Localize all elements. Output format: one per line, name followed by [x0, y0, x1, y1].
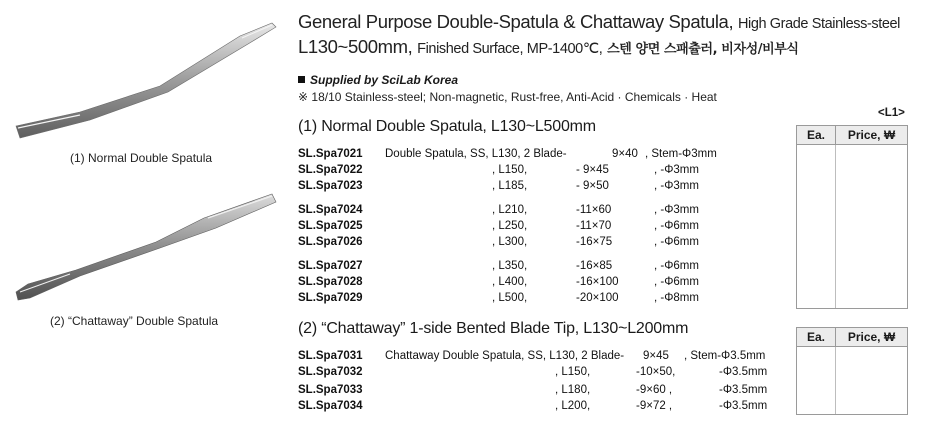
stem-size: , -Φ3mm [654, 164, 699, 176]
product-code: SL.Spa7024 [298, 204, 363, 216]
supplier-note [298, 73, 458, 87]
product-desc: Double Spatula, SS, L130, 2 Blade- [385, 148, 567, 160]
stem-size: , -Φ3mm [654, 180, 699, 192]
product-code: SL.Spa7021 [298, 148, 363, 160]
blade-size: - 9×45 [576, 164, 609, 176]
blade-size: -16×100 [576, 276, 619, 288]
price-column-header: Price, ₩ [847, 128, 896, 142]
blade-size: -16×75 [576, 236, 613, 248]
image-caption-chattaway: (2) “Chattaway” Double Spatula [50, 314, 219, 328]
product-desc: , L150, [492, 164, 528, 176]
image-caption-normal: (1) Normal Double Spatula [70, 151, 213, 165]
material-spec: ※ 18/10 Stainless-steel; Non-magnetic, Rust-free, Anti-Acid · Chemicals · Heat [298, 90, 717, 104]
product-code: SL.Spa7032 [298, 366, 363, 378]
blade-size: 9×45 [643, 350, 669, 362]
title-main-suffix: High Grade Stainless-steel [737, 16, 901, 32]
table-row [0, 180, 800, 194]
stem-size: , -Φ6mm [654, 276, 699, 288]
product-code: SL.Spa7022 [298, 164, 363, 176]
blade-size: -11×70 [576, 220, 612, 232]
stem-size: , -Φ3mm [654, 204, 699, 216]
page-title-line2 [298, 36, 799, 58]
blade-size: -10×50, [636, 366, 676, 378]
title-korean: 스텐 양면 스패츌러, 비자성/비부식 [607, 42, 799, 57]
section-title-normal: (1) Normal Double Spatula, L130~L500mm [298, 118, 596, 135]
product-desc: , L200, [555, 400, 591, 412]
stem-size: -Φ3.5mm [719, 400, 768, 412]
supplier-text: Supplied by SciLab Korea [310, 73, 459, 87]
table-row [0, 366, 800, 380]
price-column-header: Price, ₩ [847, 330, 896, 344]
price-table-header-normal [796, 125, 908, 145]
ea-column-header: Ea. [797, 328, 836, 346]
table-row [0, 220, 800, 234]
table-row [0, 292, 800, 306]
product-desc: Chattaway Double Spatula, SS, L130, 2 Blade- [385, 350, 625, 362]
price-table-body-chattaway [796, 347, 908, 415]
price-table-body-normal [796, 145, 908, 309]
page-title [298, 11, 900, 33]
blade-size: 9×40 [612, 148, 638, 160]
stem-size: , -Φ8mm [654, 292, 699, 304]
product-desc: , L210, [492, 204, 528, 216]
price-list-label: <L1> [878, 107, 905, 119]
stem-size: , -Φ6mm [654, 220, 699, 232]
title-finish: Finished Surface, MP-1400℃, [417, 41, 603, 57]
product-code: SL.Spa7029 [298, 292, 363, 304]
table-row [0, 148, 800, 162]
price-table-header-chattaway [796, 327, 908, 347]
product-code: SL.Spa7028 [298, 276, 363, 288]
title-main: General Purpose Double-Spatula & Chattaway Spatula, [298, 11, 734, 32]
product-code: SL.Spa7023 [298, 180, 363, 192]
product-desc: , L180, [555, 384, 591, 396]
bullet-square-icon [298, 76, 305, 83]
blade-size: -9×60 , [636, 384, 673, 396]
table-row [0, 400, 800, 414]
product-code: SL.Spa7027 [298, 260, 363, 272]
section-title-chattaway: (2) “Chattaway” 1-side Bented Blade Tip, L130~L200mm [298, 320, 689, 337]
stem-size: -Φ3.5mm [719, 366, 768, 378]
product-code: SL.Spa7034 [298, 400, 363, 412]
blade-size: -16×85 [576, 260, 613, 272]
blade-size: -11×60 [576, 204, 612, 216]
price-column-divider [835, 145, 836, 308]
product-code: SL.Spa7025 [298, 220, 363, 232]
title-length-range: L130~500mm, [298, 36, 413, 57]
product-desc: , L500, [492, 292, 528, 304]
table-row [0, 236, 800, 250]
price-column-divider [835, 347, 836, 414]
product-desc: , L350, [492, 260, 528, 272]
stem-size: , -Φ6mm [654, 236, 699, 248]
table-row [0, 260, 800, 274]
stem-size: , Stem-Φ3mm [645, 148, 717, 160]
blade-size: - 9×50 [576, 180, 609, 192]
table-row [0, 350, 800, 364]
product-code: SL.Spa7026 [298, 236, 363, 248]
stem-size: , -Φ6mm [654, 260, 699, 272]
product-desc: , L300, [492, 236, 528, 248]
ea-column-header: Ea. [797, 126, 836, 144]
stem-size: -Φ3.5mm [719, 384, 768, 396]
blade-size: -20×100 [576, 292, 619, 304]
product-code: SL.Spa7031 [298, 350, 363, 362]
table-row [0, 276, 800, 290]
product-desc: , L250, [492, 220, 528, 232]
normal-double-spatula-image [10, 18, 280, 143]
table-row [0, 204, 800, 218]
table-row [0, 164, 800, 178]
product-code: SL.Spa7033 [298, 384, 363, 396]
product-desc: , L185, [492, 180, 528, 192]
product-desc: , L150, [555, 366, 591, 378]
product-desc: , L400, [492, 276, 528, 288]
stem-size: , Stem-Φ3.5mm [684, 350, 766, 362]
blade-size: -9×72 , [636, 400, 673, 412]
table-row [0, 384, 800, 398]
